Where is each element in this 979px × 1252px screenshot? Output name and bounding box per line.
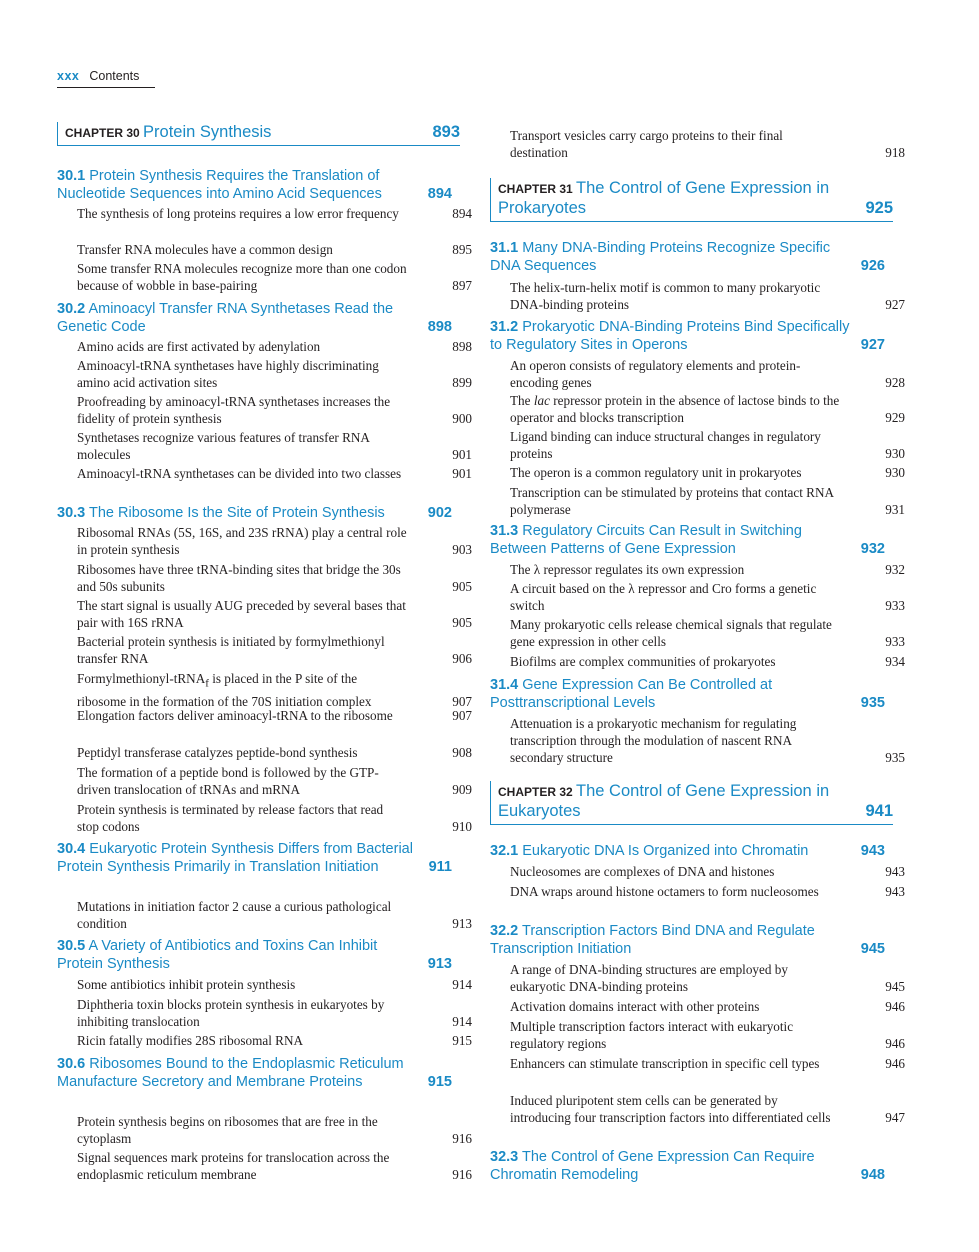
subsection-entry bbox=[57, 205, 472, 222]
subsection-title: Biofilms are complex communities of prokaryotes bbox=[510, 654, 776, 669]
subsection-entry bbox=[490, 392, 905, 426]
subsection-title: Proofreading by aminoacyl-tRNA synthetases increases the fidelity of protein synthesis bbox=[77, 394, 391, 426]
section-number: 31.4 bbox=[490, 677, 519, 693]
subsection-page: 930 bbox=[885, 465, 905, 480]
subsection-page: 913 bbox=[452, 916, 472, 931]
subsection-entry bbox=[57, 338, 472, 355]
subsection-entry bbox=[490, 715, 905, 766]
chapter-title: Protein Synthesis bbox=[143, 123, 272, 141]
subsection-title: Some transfer RNA molecules recognize more than one codon because of wobble in base-pairing bbox=[77, 261, 407, 293]
subsection-title: Peptidyl transferase catalyzes peptide-bond synthesis bbox=[77, 745, 358, 760]
running-header bbox=[57, 69, 155, 88]
subsection-entry bbox=[490, 127, 905, 161]
section-number: 30.2 bbox=[57, 301, 86, 317]
subsection-page: 914 bbox=[452, 977, 472, 992]
subsection-page: 895 bbox=[452, 242, 472, 257]
subsection-entry bbox=[490, 998, 905, 1015]
subsection-page: 933 bbox=[885, 598, 905, 613]
subsection-title: Amino acids are first activated by adenylation bbox=[77, 339, 321, 354]
subsection-entry bbox=[490, 428, 905, 462]
subsection-entry bbox=[57, 996, 472, 1030]
section-title: 31.4 Gene Expression Can Be Controlled at Posttranscriptional Levels bbox=[490, 677, 773, 711]
section-page: 898 bbox=[427, 319, 452, 335]
subsection-title: Ribosomes have three tRNA-binding sites that bridge the 30s and 50s subunits bbox=[77, 562, 401, 594]
subsection-title: Transfer RNA molecules have a common design bbox=[77, 242, 333, 257]
subsection-title: Ricin fatally modifies 28S ribosomal RNA bbox=[77, 1033, 303, 1048]
subsection-title: Attenuation is a prokaryotic mechanism for regulating transcription through the modulation of nascent RNA secondary structure bbox=[510, 716, 797, 765]
subsection-title: Formylmethionyl-tRNA$_f$ is placed in the P site of the ribosome in the formation of the 70S initiation complex bbox=[77, 671, 372, 709]
subsection-entry bbox=[57, 764, 472, 798]
section-page: 915 bbox=[427, 1074, 452, 1090]
subsection-page: 898 bbox=[452, 339, 472, 354]
section-entry bbox=[57, 504, 452, 522]
section-page: 902 bbox=[427, 505, 452, 521]
subsection-title: Aminoacyl-tRNA synthetases have highly discriminating amino acid activation sites bbox=[77, 358, 379, 390]
subsection-title: Signal sequences mark proteins for translocation across the endoplasmic reticulum membrane bbox=[77, 1150, 390, 1182]
subsection-page: 901 bbox=[452, 466, 472, 481]
subsection-entry bbox=[57, 597, 472, 631]
subsection-page: 906 bbox=[452, 651, 472, 666]
subsection-entry bbox=[57, 524, 472, 558]
subsection-entry bbox=[57, 429, 472, 463]
section-entry bbox=[57, 300, 452, 336]
subsection-page: 943 bbox=[885, 884, 905, 899]
section-title: 30.4 Eukaryotic Protein Synthesis Differs from Bacterial Protein Synthesis Primarily in Translation Initiation bbox=[57, 841, 413, 875]
subsection-entry bbox=[490, 1018, 905, 1052]
subsection-title: Elongation factors deliver aminoacyl-tRNA to the ribosome bbox=[77, 708, 393, 723]
chapter-number: CHAPTER 30 bbox=[65, 126, 144, 140]
subsection-page: 946 bbox=[885, 1056, 905, 1071]
subsection-title: Diphtheria toxin blocks protein synthesis in eukaryotes by inhibiting translocation bbox=[77, 997, 385, 1029]
chapter-heading bbox=[490, 178, 893, 222]
subsection-title: Some antibiotics inhibit protein synthesis bbox=[77, 977, 296, 992]
subsection-page: 900 bbox=[452, 411, 472, 426]
subsection-page: 903 bbox=[452, 542, 472, 557]
subsection-page: 910 bbox=[452, 819, 472, 834]
subsection-title: Induced pluripotent stem cells can be generated by introducing four transcription factors into differentiated cells bbox=[510, 1093, 831, 1125]
subsection-title: The helix-turn-helix motif is common to many prokaryotic DNA-binding proteins bbox=[510, 280, 821, 312]
section-entry bbox=[490, 842, 885, 860]
section-entry bbox=[57, 840, 452, 876]
section-title: 32.2 Transcription Factors Bind DNA and Regulate Transcription Initiation bbox=[490, 923, 815, 957]
subsection-page: 935 bbox=[885, 750, 905, 765]
section-number: 30.1 bbox=[57, 168, 86, 184]
subsection-title: The λ repressor regulates its own expression bbox=[510, 562, 745, 577]
section-entry bbox=[57, 937, 452, 973]
subsection-entry bbox=[490, 484, 905, 518]
subsection-page: 908 bbox=[452, 745, 472, 760]
section-title: 31.1 Many DNA-Binding Proteins Recognize Specific DNA Sequences bbox=[490, 240, 831, 274]
section-number: 31.3 bbox=[490, 523, 519, 539]
subsection-page: 901 bbox=[452, 447, 472, 462]
subsection-page: 916 bbox=[452, 1167, 472, 1182]
chapter-title: The Control of Gene Expression in Eukaryotes bbox=[498, 782, 830, 820]
section-page: 935 bbox=[860, 695, 885, 711]
section-entry bbox=[57, 167, 452, 203]
subsection-title: An operon consists of regulatory elements and protein-encoding genes bbox=[510, 358, 801, 390]
section-title: 32.1 Eukaryotic DNA Is Organized into Chromatin bbox=[490, 843, 809, 859]
subsection-entry bbox=[490, 279, 905, 313]
section-title: 31.2 Prokaryotic DNA-Binding Proteins Bind Specifically to Regulatory Sites in Operons bbox=[490, 319, 850, 353]
section-title: 30.1 Protein Synthesis Requires the Translation of Nucleotide Sequences into Amino Acid Sequences bbox=[57, 168, 382, 202]
subsection-title: Mutations in initiation factor 2 cause a curious pathological condition bbox=[77, 899, 392, 931]
subsection-title: Bacterial protein synthesis is initiated by formylmethionyl transfer RNA bbox=[77, 634, 385, 666]
running-header-label: Contents bbox=[89, 69, 140, 83]
subsection-title: The operon is a common regulatory unit in prokaryotes bbox=[510, 465, 802, 480]
section-page: 926 bbox=[860, 258, 885, 274]
subsection-page: 915 bbox=[452, 1033, 472, 1048]
subsection-entry bbox=[490, 1055, 905, 1072]
section-page: 894 bbox=[427, 186, 452, 202]
subsection-entry bbox=[57, 561, 472, 595]
subsection-page: 931 bbox=[885, 502, 905, 517]
section-page: 932 bbox=[860, 541, 885, 557]
subsection-page: 914 bbox=[452, 1014, 472, 1029]
subsection-title: DNA wraps around histone octamers to form nucleosomes bbox=[510, 884, 819, 899]
section-title: 30.2 Aminoacyl Transfer RNA Synthetases Read the Genetic Code bbox=[57, 301, 394, 335]
subsection-page: 934 bbox=[885, 654, 905, 669]
subsection-page: 929 bbox=[885, 410, 905, 425]
section-title: 32.3 The Control of Gene Expression Can Require Chromatin Remodeling bbox=[490, 1149, 815, 1183]
subsection-page: 943 bbox=[885, 864, 905, 879]
chapter-title: The Control of Gene Expression in Prokaryotes bbox=[498, 179, 830, 217]
subsection-entry bbox=[490, 653, 905, 670]
section-number: 30.3 bbox=[57, 505, 86, 521]
section-title: 31.3 Regulatory Circuits Can Result in Switching Between Patterns of Gene Expression bbox=[490, 523, 802, 557]
chapter-label bbox=[498, 178, 848, 218]
subsection-entry bbox=[490, 883, 905, 900]
section-page: 911 bbox=[428, 859, 452, 875]
subsection-entry bbox=[57, 241, 472, 258]
subsection-title: The formation of a peptide bond is followed by the GTP-driven translocation of tRNAs and mRNA bbox=[77, 765, 379, 797]
subsection-page: 905 bbox=[452, 579, 472, 594]
subsection-entry bbox=[490, 357, 905, 391]
chapter-label bbox=[65, 122, 415, 142]
subsection-entry bbox=[57, 1149, 472, 1183]
italic-term: lac bbox=[533, 393, 550, 408]
section-entry bbox=[490, 318, 885, 354]
subsection-title: Protein synthesis is terminated by release factors that read stop codons bbox=[77, 802, 384, 834]
subsection-page: 933 bbox=[885, 634, 905, 649]
subsection-title: Ribosomal RNAs (5S, 16S, and 23S rRNA) play a central role in protein synthesis bbox=[77, 525, 407, 557]
subsection-entry bbox=[490, 464, 905, 481]
subsection-entry bbox=[490, 580, 905, 614]
subsection-entry bbox=[490, 1092, 905, 1126]
section-page: 913 bbox=[427, 956, 452, 972]
subsection-entry bbox=[57, 976, 472, 993]
subsection-title: Transcription can be stimulated by proteins that contact RNA polymerase bbox=[510, 485, 834, 517]
section-number: 32.3 bbox=[490, 1149, 519, 1165]
subsection-entry bbox=[57, 1113, 472, 1147]
subsection-entry bbox=[490, 863, 905, 880]
section-number: 32.1 bbox=[490, 843, 519, 859]
subsection-page: 905 bbox=[452, 615, 472, 630]
chapter-label bbox=[498, 781, 848, 821]
chapter-page: 893 bbox=[432, 123, 460, 141]
subsection-entry bbox=[57, 801, 472, 835]
subsection-page: 932 bbox=[885, 562, 905, 577]
section-entry bbox=[57, 1055, 452, 1091]
section-title: 30.6 Ribosomes Bound to the Endoplasmic Reticulum Manufacture Secretory and Membrane Proteins bbox=[57, 1056, 404, 1090]
subsection-page: 945 bbox=[885, 979, 905, 994]
subsection-entry bbox=[57, 357, 472, 391]
section-entry bbox=[490, 1148, 885, 1184]
section-page: 945 bbox=[860, 941, 885, 957]
subsection-page: 930 bbox=[885, 446, 905, 461]
page-number: xxx bbox=[57, 69, 80, 83]
subsection-title: Protein synthesis begins on ribosomes that are free in the cytoplasm bbox=[77, 1114, 378, 1146]
section-number: 32.2 bbox=[490, 923, 519, 939]
chapter-heading bbox=[490, 781, 893, 825]
chapter-page: 941 bbox=[865, 802, 893, 820]
subsection-title: Nucleosomes are complexes of DNA and histones bbox=[510, 864, 775, 879]
subsection-title: The synthesis of long proteins requires a low error frequency bbox=[77, 206, 399, 221]
subsection-title: The lac repressor protein in the absence of lactose binds to the operator and blocks transcription bbox=[510, 393, 840, 425]
subsection-title: Ligand binding can induce structural changes in regulatory proteins bbox=[510, 429, 821, 461]
chapter-number: CHAPTER 32 bbox=[498, 785, 577, 799]
section-number: 31.1 bbox=[490, 240, 519, 256]
subsection-page: 927 bbox=[885, 297, 905, 312]
section-number: 30.4 bbox=[57, 841, 86, 857]
subsection-entry bbox=[57, 898, 472, 932]
section-entry bbox=[490, 522, 885, 558]
section-entry bbox=[490, 239, 885, 275]
subsection-page: 946 bbox=[885, 999, 905, 1014]
subsection-page: 897 bbox=[452, 278, 472, 293]
subsection-entry bbox=[57, 744, 472, 761]
subsection-entry bbox=[490, 616, 905, 650]
section-title: 30.3 The Ribosome Is the Site of Protein Synthesis bbox=[57, 505, 385, 521]
subsection-page: 909 bbox=[452, 782, 472, 797]
subsection-page: 918 bbox=[885, 145, 905, 160]
subsection-entry bbox=[57, 633, 472, 667]
subsection-entry bbox=[490, 561, 905, 578]
subsection-page: 894 bbox=[452, 206, 472, 221]
subsection-page: 947 bbox=[885, 1110, 905, 1125]
subsection-entry bbox=[57, 393, 472, 427]
subsection-title: A range of DNA-binding structures are employed by eukaryotic DNA-binding proteins bbox=[510, 962, 788, 994]
subsection-page: 899 bbox=[452, 375, 472, 390]
chapter-heading bbox=[57, 122, 460, 146]
subsection-title: A circuit based on the λ repressor and Cro forms a genetic switch bbox=[510, 581, 817, 613]
chapter-page: 925 bbox=[865, 199, 893, 217]
subsection-title: Many prokaryotic cells release chemical signals that regulate gene expression in other cells bbox=[510, 617, 832, 649]
section-number: 31.2 bbox=[490, 319, 519, 335]
subsection-entry bbox=[57, 260, 472, 294]
section-page: 943 bbox=[860, 843, 885, 859]
section-title: 30.5 A Variety of Antibiotics and Toxins Can Inhibit Protein Synthesis bbox=[57, 938, 378, 972]
subsection-entry bbox=[57, 1032, 472, 1049]
subsection-page: 928 bbox=[885, 375, 905, 390]
subsection-page: 916 bbox=[452, 1131, 472, 1146]
subsection-title: Multiple transcription factors interact with eukaryotic regulatory regions bbox=[510, 1019, 794, 1051]
subsection-title: Synthetases recognize various features of transfer RNA molecules bbox=[77, 430, 370, 462]
section-page: 948 bbox=[860, 1167, 885, 1183]
subsection-title: Activation domains interact with other proteins bbox=[510, 999, 760, 1014]
section-entry bbox=[490, 676, 885, 712]
subsection-page: 907 bbox=[452, 708, 472, 723]
section-page: 927 bbox=[860, 337, 885, 353]
subsection-page: 907 bbox=[452, 693, 472, 709]
subsection-title: Transport vesicles carry cargo proteins to their final destination bbox=[510, 128, 783, 160]
subsection-page: 946 bbox=[885, 1036, 905, 1051]
chapter-number: CHAPTER 31 bbox=[498, 182, 577, 196]
subsection-entry bbox=[57, 465, 472, 482]
subsection-title: The start signal is usually AUG preceded by several bases that pair with 16S rRNA bbox=[77, 598, 406, 630]
subsection-entry bbox=[57, 707, 472, 724]
section-number: 30.5 bbox=[57, 938, 86, 954]
subsection-title: Enhancers can stimulate transcription in specific cell types bbox=[510, 1056, 820, 1071]
subscript: f bbox=[205, 677, 209, 690]
section-number: 30.6 bbox=[57, 1056, 86, 1072]
subsection-title: Aminoacyl-tRNA synthetases can be divided into two classes bbox=[77, 466, 402, 481]
subsection-entry bbox=[490, 961, 905, 995]
subsection-entry bbox=[57, 670, 472, 710]
section-entry bbox=[490, 922, 885, 958]
